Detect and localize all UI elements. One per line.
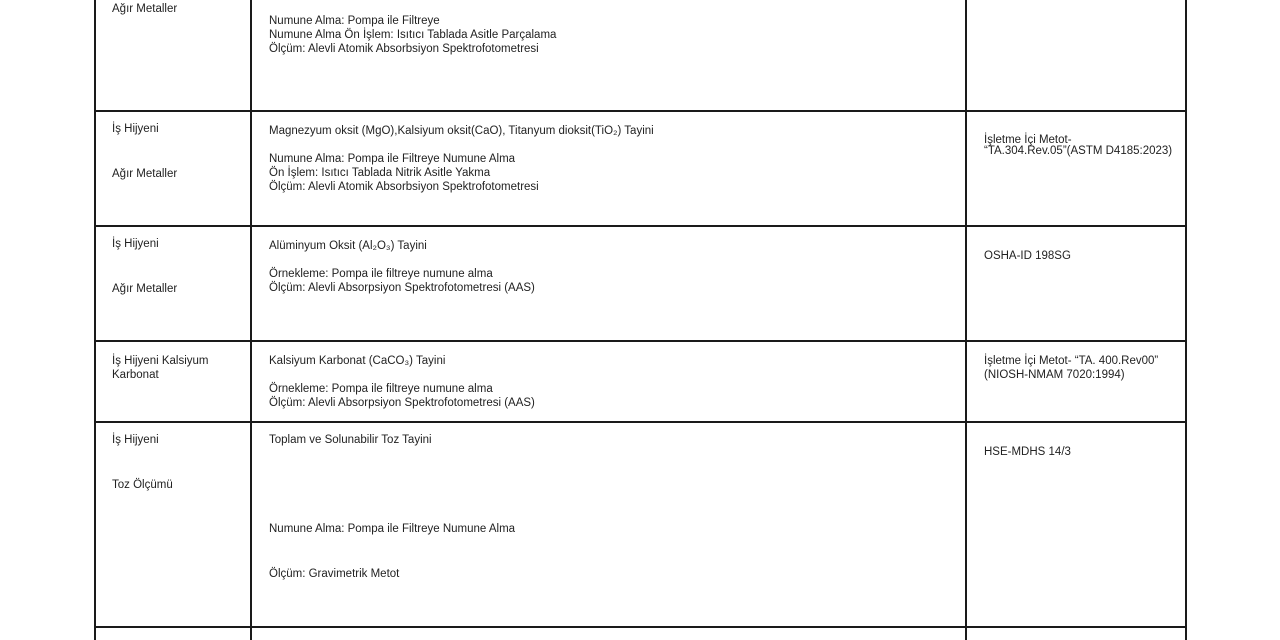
category-line: İş Hijyeni Kalsiyum <box>112 355 209 367</box>
category-cell <box>112 237 177 296</box>
description-line: Örnekleme: Pompa ile filtreye numune alma <box>269 268 493 280</box>
method-line: OSHA-ID 198SG <box>984 250 1071 262</box>
description-line: Ön İşlem: Isıtıcı Tablada Nitrik Asitle Yakma <box>269 167 491 179</box>
description-cell <box>269 14 556 56</box>
category-cell <box>112 354 209 382</box>
description-title: Toplam ve Solunabilir Toz Tayini <box>269 434 432 446</box>
method-line: İşletme İçi Metot- “TA. 400.Rev00” <box>984 355 1159 367</box>
description-line: Numune Alma: Pompa ile Filtreye Numune Alma <box>269 523 516 535</box>
description-line: Numune Alma: Pompa ile Filtreye <box>269 15 440 27</box>
description-line: Örnekleme: Pompa ile filtreye numune alma <box>269 383 493 395</box>
description-line: Ölçüm: Alevli Absorpsiyon Spektrofotometresi (AAS) <box>269 397 535 409</box>
category-line: Ağır Metaller <box>112 3 178 15</box>
description-cell <box>269 354 535 410</box>
method-line: (NIOSH-NMAM 7020:1994) <box>984 369 1125 381</box>
table-border-left <box>94 0 96 640</box>
category-line: Toz Ölçümü <box>112 479 173 491</box>
method-cell <box>984 249 1071 263</box>
category-cell <box>112 122 177 181</box>
description-title: Alüminyum Oksit (Al₂O₃) Tayini <box>269 240 427 252</box>
row-divider <box>94 110 1187 112</box>
description-line: Ölçüm: Alevli Absorpsiyon Spektrofotometresi (AAS) <box>269 282 535 294</box>
category-line: Ağır Metaller <box>112 168 178 180</box>
category-cell <box>112 2 177 16</box>
category-line: Ağır Metaller <box>112 283 178 295</box>
category-line: İş Hijyeni <box>112 238 159 250</box>
column-divider-1 <box>250 0 252 640</box>
row-divider <box>94 340 1187 342</box>
category-line: İş Hijyeni <box>112 123 159 135</box>
description-line: Numune Alma: Pompa ile Filtreye Numune Alma <box>269 153 516 165</box>
description-line: Ölçüm: Gravimetrik Metot <box>269 568 400 580</box>
description-line: Ölçüm: Alevli Atomik Absorbsiyon Spektrofotometresi <box>269 43 539 55</box>
method-cell <box>984 135 1172 157</box>
category-line: İş Hijyeni <box>112 434 159 446</box>
method-cell <box>984 354 1158 382</box>
row-divider <box>94 421 1187 423</box>
description-line: Ölçüm: Alevli Atomik Absorbsiyon Spektrofotometresi <box>269 181 539 193</box>
description-cell <box>269 433 515 581</box>
table-border-right <box>1185 0 1187 640</box>
description-cell <box>269 239 535 295</box>
description-line: Numune Alma Ön İşlem: Isıtıcı Tablada Asitle Parçalama <box>269 29 557 41</box>
category-line: Karbonat <box>112 369 159 381</box>
category-cell <box>112 433 173 492</box>
description-cell <box>269 124 654 194</box>
method-line: “TA.304.Rev.05”(ASTM D4185:2023) <box>984 145 1173 157</box>
method-line: İşletme İçi Metot- <box>984 134 1072 146</box>
row-divider <box>94 626 1187 628</box>
row-divider <box>94 225 1187 227</box>
column-divider-2 <box>965 0 967 640</box>
description-title: Kalsiyum Karbonat (CaCO₃) Tayini <box>269 355 446 367</box>
description-title: Magnezyum oksit (MgO),Kalsiyum oksit(CaO), Titanyum dioksit(TiO₂) Tayini <box>269 125 654 137</box>
method-line: HSE-MDHS 14/3 <box>984 446 1071 458</box>
method-cell <box>984 445 1071 459</box>
